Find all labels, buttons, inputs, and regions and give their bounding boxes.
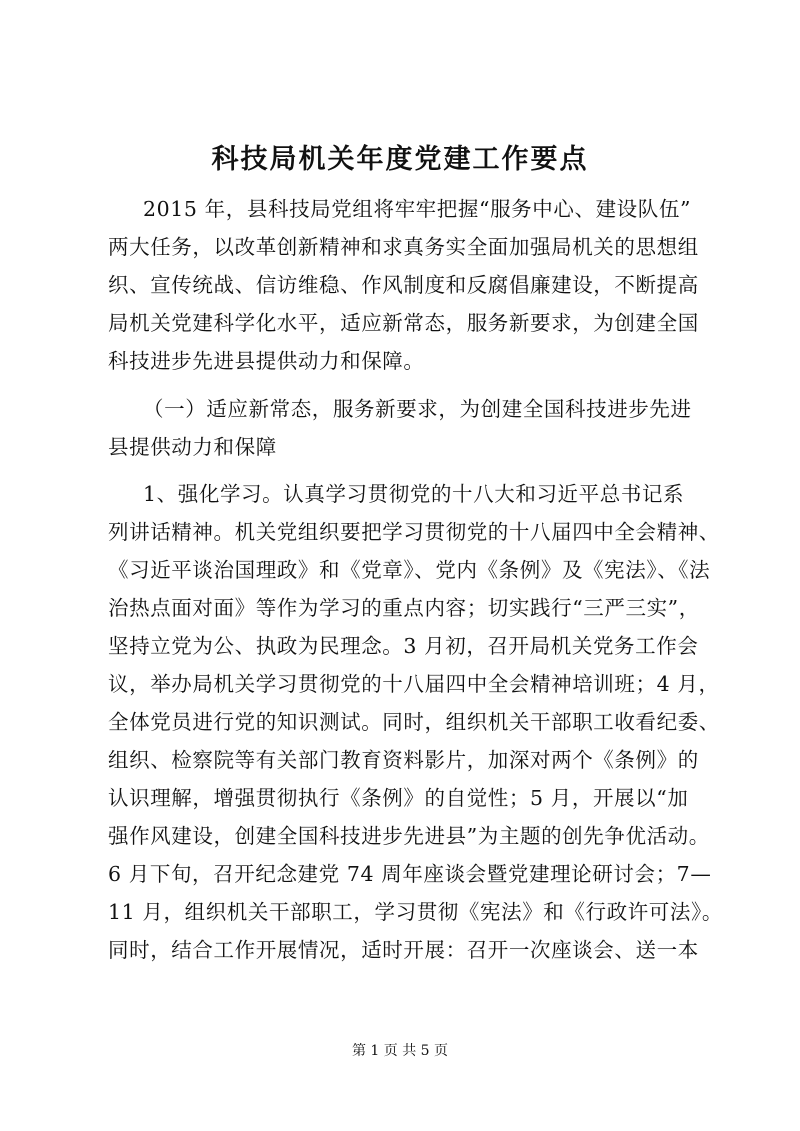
paragraph-line: 坚持立党为公、执政为民理念。3 月初，召开局机关党务工作会	[108, 634, 699, 658]
section-heading-line: 县提供动力和保障	[108, 435, 277, 459]
paragraph-line: 认识理解，增强贯彻执行《条例》的自觉性；5 月，开展以“加	[108, 786, 689, 810]
section-heading-line: （一）适应新常态，服务新要求，为创建全国科技进步先进	[143, 397, 692, 421]
paragraph-line: 局机关党建科学化水平，适应新常态，服务新要求，为创建全国	[108, 311, 699, 335]
paragraph-line: 科技进步先进县提供动力和保障。	[108, 349, 425, 373]
paragraph-line: 《习近平谈治国理政》和《党章》、党内《条例》及《宪法》、《法	[108, 558, 711, 582]
paragraph-line: 全体党员进行党的知识测试。同时，组织机关干部职工收看纪委、	[108, 710, 720, 734]
page-number-footer: 第 1 页 共 5 页	[351, 1043, 449, 1059]
paragraph-line: 同时，结合工作开展情况，适时开展：召开一次座谈会、送一本	[108, 938, 699, 962]
paragraph-line: 列讲话精神。机关党组织要把学习贯彻党的十八届四中全会精神、	[108, 520, 720, 544]
paragraph-line: 治热点面对面》等作为学习的重点内容；切实践行“三严三实”，	[108, 596, 700, 620]
document-title: 科技局机关年度党建工作要点	[211, 144, 589, 175]
paragraph-line: 2015 年，县科技局党组将牢牢把握“服务中心、建设队伍”	[143, 197, 692, 221]
paragraph-line: 两大任务，以改革创新精神和求真务实全面加强局机关的思想组	[108, 235, 699, 259]
paragraph-line: 6 月下旬，召开纪念建党 74 周年座谈会暨党建理论研讨会；7—	[108, 862, 712, 886]
paragraph-line: 织、宣传统战、信访维稳、作风制度和反腐倡廉建设，不断提高	[108, 273, 699, 297]
paragraph-line: 组织、检察院等有关部门教育资料影片，加深对两个《条例》的	[108, 748, 699, 772]
paragraph-line: 1、强化学习。认真学习贯彻党的十八大和习近平总书记系	[143, 482, 685, 506]
paragraph-line: 强作风建设，创建全国科技进步先进县”为主题的创先争优活动。	[108, 824, 710, 848]
paragraph-line: 议，举办局机关学习贯彻党的十八届四中全会精神培训班；4 月，	[108, 672, 720, 696]
paragraph-line: 11 月，组织机关干部职工，学习贯彻《宪法》和《行政许可法》。	[108, 900, 723, 924]
